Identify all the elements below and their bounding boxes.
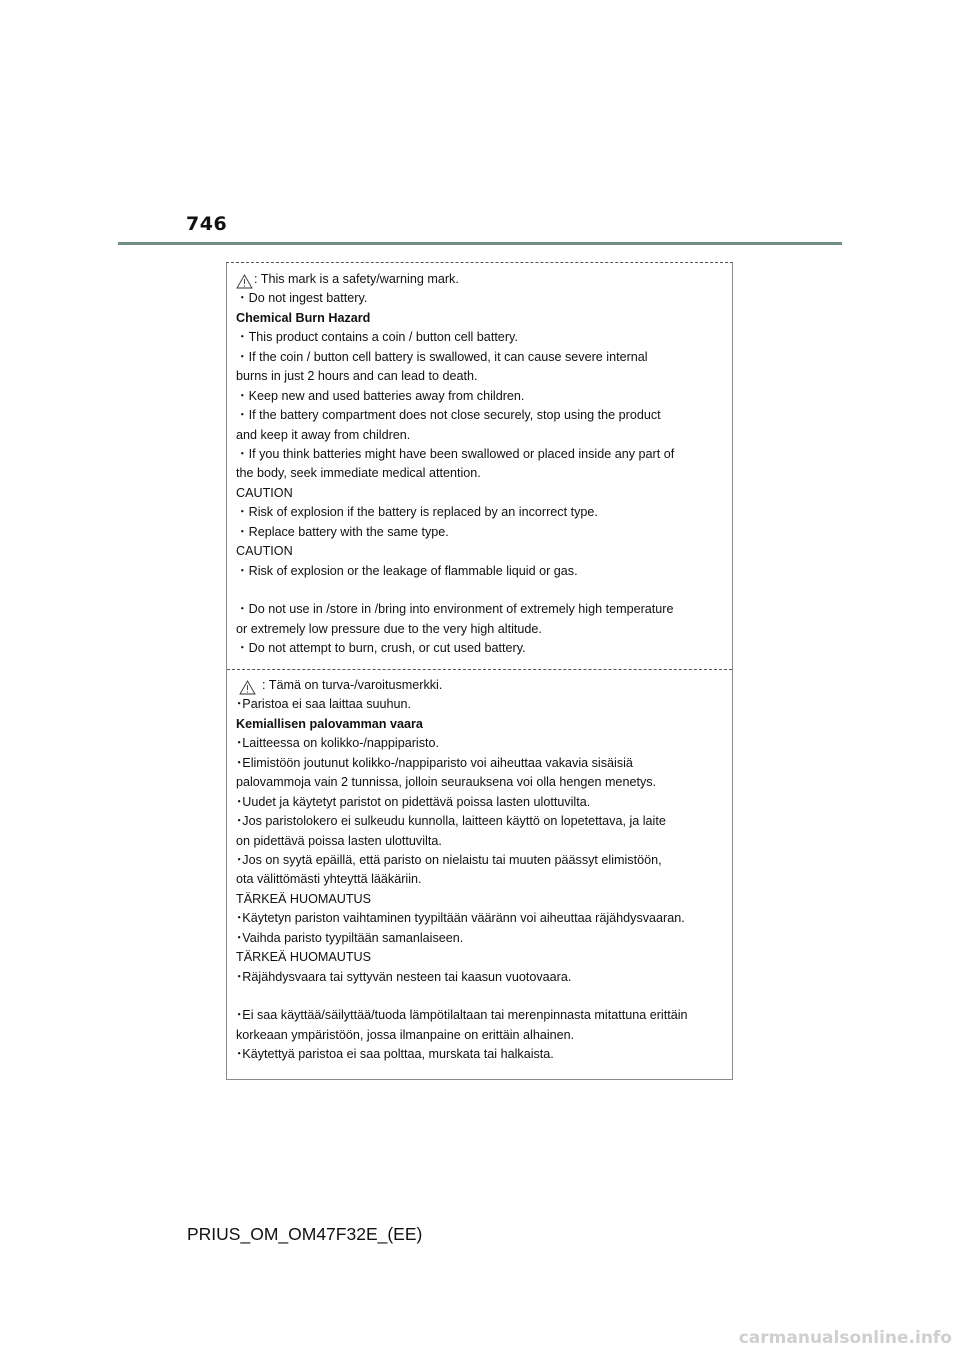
warning-mark-text: : This mark is a safety/warning mark. [254, 271, 459, 286]
continuation-line: on pidettävä poissa lasten ulottuvilta. [236, 833, 442, 848]
bullet-line: ・Risk of explosion if the battery is replaced by an incorrect type. [236, 505, 598, 520]
bullet-line: ・This product contains a coin / button cell battery. [236, 330, 518, 345]
continuation-line: korkeaan ympäristöön, jossa ilmanpaine on erittäin alhainen. [236, 1027, 575, 1042]
bullet-line: ・Replace battery with the same type. [236, 524, 449, 539]
heading-caution: TÄRKEÄ HUOMAUTUS [236, 950, 372, 965]
bullet-line: ・If you think batteries might have been swallowed or placed inside any part of [236, 446, 675, 461]
blank-line [236, 581, 726, 600]
bullet-line: ･Elimistöön joutunut kolikko-/nappiparisto voi aiheuttaa vakavia sisäisiä [236, 755, 633, 770]
bullet-line: ･Ei saa käyttää/säilyttää/tuoda lämpötilaltaan tai merenpinnasta mitattuna erittäin [236, 1008, 688, 1023]
bullet-line: ・Do not attempt to burn, crush, or cut used battery. [236, 641, 526, 656]
watermark: carmanualsonline.info [738, 1328, 952, 1348]
header-rule [118, 242, 842, 245]
bullet-line: ・Do not use in /store in /bring into environment of extremely high temperature [236, 602, 674, 617]
warning-mark-line [236, 676, 726, 695]
warning-mark-text: : Tämä on turva-/varoitusmerkki. [262, 677, 443, 692]
document-code-footer: PRIUS_OM_OM47F32E_(EE) [187, 1224, 423, 1244]
bullet-line: ･Laitteessa on kolikko-/nappiparisto. [236, 736, 440, 751]
continuation-line: ota välittömästi yhteyttä lääkäriin. [236, 872, 422, 887]
bullet-line: ･Käytettyä paristoa ei saa polttaa, murskata tai halkaista. [236, 1047, 554, 1062]
bullet-line: ･Paristoa ei saa laittaa suuhun. [236, 697, 412, 712]
bullet-line: ・Keep new and used batteries away from children. [236, 388, 525, 403]
continuation-line: or extremely low pressure due to the very high altitude. [236, 621, 542, 636]
continuation-line: and keep it away from children. [236, 427, 411, 442]
heading-caution: TÄRKEÄ HUOMAUTUS [236, 891, 372, 906]
bullet-line: ･Vaihda paristo tyypiltään samanlaiseen. [236, 930, 464, 945]
page-number: 746 [186, 213, 228, 235]
section-divider [227, 669, 732, 670]
bullet-line: ･Jos on syytä epäillä, että paristo on nielaistu tai muuten päässyt elimistöön, [236, 852, 662, 867]
english-section [236, 270, 726, 659]
heading-chemical-burn: Kemiallisen palovamman vaara [236, 716, 423, 731]
warning-triangle-icon [239, 680, 256, 695]
finnish-section [236, 676, 726, 1065]
bullet-line: ・Risk of explosion or the leakage of flammable liquid or gas. [236, 563, 578, 578]
warning-box [226, 262, 733, 1080]
heading-chemical-burn: Chemical Burn Hazard [236, 310, 371, 325]
warning-triangle-icon [236, 274, 253, 289]
bullet-line: ･Käytetyn pariston vaihtaminen tyypiltään vääränn voi aiheuttaa räjähdysvaaran. [236, 911, 685, 926]
continuation-line: palovammoja vain 2 tunnissa, jolloin seurauksena voi olla hengen menetys. [236, 775, 657, 790]
bullet-line: ･Uudet ja käytetyt paristot on pidettävä poissa lasten ulottuvilta. [236, 794, 591, 809]
bullet-line: ・Do not ingest battery. [236, 291, 368, 306]
warning-mark-line [236, 270, 726, 289]
bullet-line: ・If the coin / button cell battery is swallowed, it can cause severe internal [236, 349, 648, 364]
heading-caution: CAUTION [236, 485, 293, 500]
bullet-line: ・If the battery compartment does not close securely, stop using the product [236, 408, 661, 423]
bullet-line: ･Räjähdysvaara tai syttyvän nesteen tai kaasun vuotovaara. [236, 969, 572, 984]
continuation-line: the body, seek immediate medical attention. [236, 466, 481, 481]
heading-caution: CAUTION [236, 544, 293, 559]
bullet-line: ･Jos paristolokero ei sulkeudu kunnolla, laitteen käyttö on lopetettava, ja laite [236, 814, 666, 829]
continuation-line: burns in just 2 hours and can lead to death. [236, 369, 478, 384]
blank-line [236, 987, 726, 1006]
